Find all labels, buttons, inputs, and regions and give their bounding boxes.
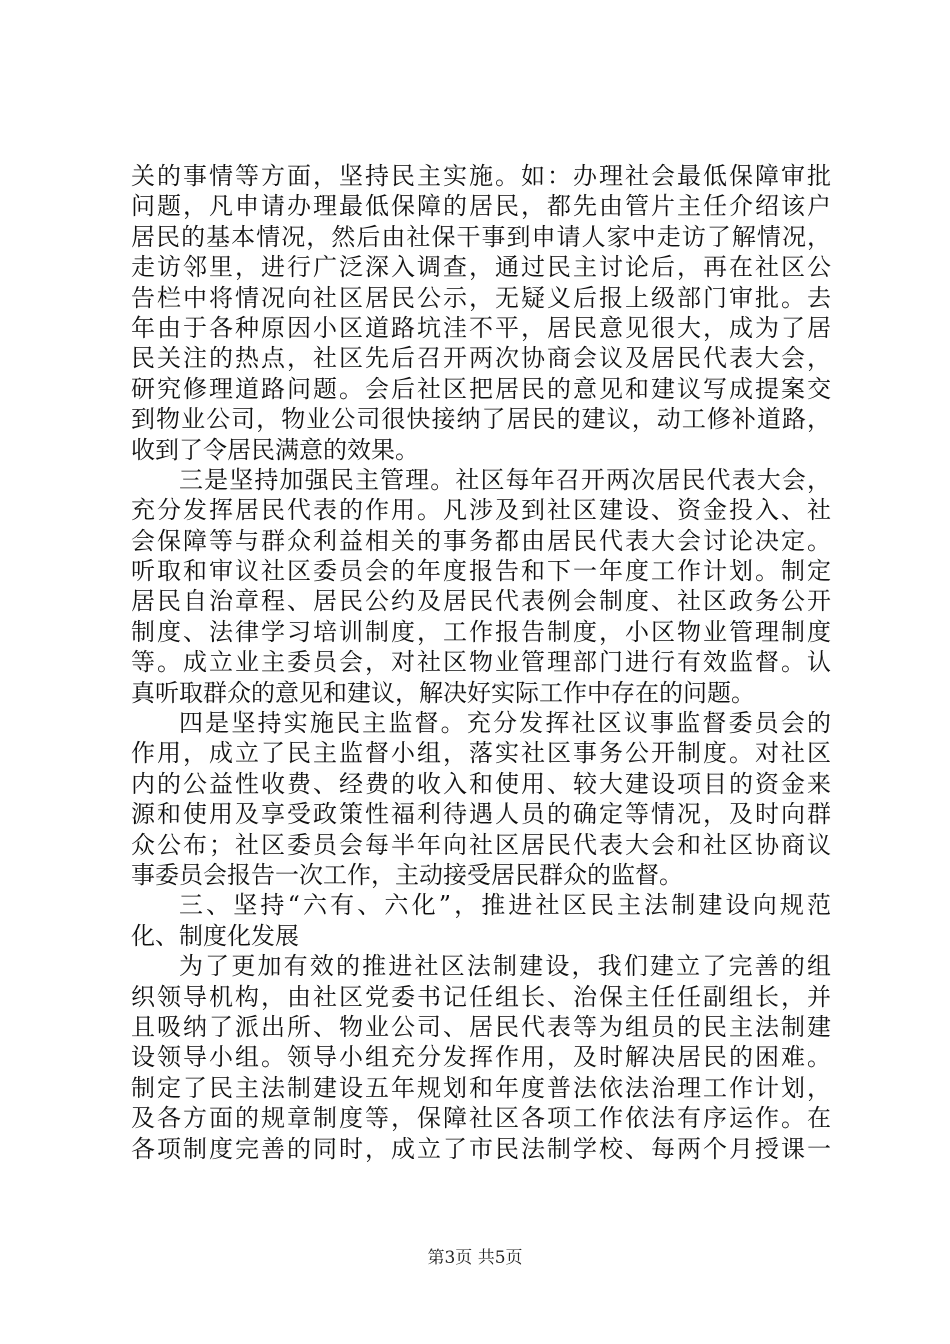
text-line: 化、制度化发展 — [131, 921, 299, 950]
text-line: 内的公益性收费、经费的收入和使用、较大建设项目的资金来 — [131, 769, 831, 798]
text-line: 真听取群众的意见和建议，解决好实际工作中存在的问题。 — [131, 678, 755, 707]
text-line: 听取和审议社区委员会的年度报告和下一年度工作计划。制定 — [131, 557, 831, 586]
text-line: 为了更加有效的推进社区法制建设，我们建立了完善的组 — [179, 952, 831, 981]
text-line: 关的事情等方面，坚持民主实施。如：办理社会最低保障审批 — [131, 162, 831, 190]
text-line: 众公布；社区委员会每半年向社区居民代表大会和社区协商议 — [131, 830, 831, 859]
text-line: 制度、法律学习培训制度，工作报告制度，小区物业管理制度 — [131, 617, 831, 646]
text-line: 走访邻里，进行广泛深入调查，通过民主讨论后，再在社区公 — [131, 253, 831, 282]
text-line: 会保障等与群众利益相关的事务都由居民代表大会讨论决定。 — [131, 526, 831, 555]
document-body — [131, 161, 831, 1164]
text-line: 作用，成立了民主监督小组，落实社区事务公开制度。对社区 — [131, 739, 831, 768]
text-line: 收到了令居民满意的效果。 — [131, 435, 419, 464]
text-line: 制定了民主法制建设五年规划和年度普法依法治理工作计划， — [131, 1073, 831, 1102]
text-line: 居民的基本情况，然后由社保干事到申请人家中走访了解情况， — [131, 222, 831, 251]
text-line: 居民自治章程、居民公约及居民代表例会制度、社区政务公开 — [131, 587, 831, 616]
text-line: 源和使用及享受政策性福利待遇人员的确定等情况，及时向群 — [131, 800, 831, 829]
text-line: 充分发挥居民代表的作用。凡涉及到社区建设、资金投入、社 — [131, 496, 831, 525]
text-line: 四是坚持实施民主监督。充分发挥社区议事监督委员会的 — [179, 709, 831, 738]
text-line: 各项制度完善的同时，成立了市民法制学校、每两个月授课一 — [131, 1134, 831, 1163]
text-line: 研究修理道路问题。会后社区把居民的意见和建议写成提案交 — [131, 374, 831, 403]
text-line: 问题，凡申请办理最低保障的居民，都先由管片主任介绍该户 — [131, 192, 831, 221]
text-line: 且吸纳了派出所、物业公司、居民代表等为组员的民主法制建 — [131, 1012, 831, 1041]
text-line: 年由于各种原因小区道路坑洼不平，居民意见很大，成为了居 — [131, 313, 831, 342]
text-line: 民关注的热点，社区先后召开两次协商会议及居民代表大会， — [131, 344, 831, 373]
text-line: 等。成立业主委员会，对社区物业管理部门进行有效监督。认 — [131, 648, 831, 677]
text-line: 到物业公司，物业公司很快接纳了居民的建议，动工修补道路， — [131, 405, 831, 434]
text-line: 三、坚持“六有、六化”，推进社区民主法制建设向规范 — [179, 891, 831, 920]
text-line: 及各方面的规章制度等，保障社区各项工作依法有序运作。在 — [131, 1104, 831, 1133]
text-line: 织领导机构，由社区党委书记任组长、治保主任任副组长，并 — [131, 982, 831, 1011]
text-line: 告栏中将情况向社区居民公示，无疑义后报上级部门审批。去 — [131, 283, 831, 312]
text-line: 设领导小组。领导小组充分发挥作用，及时解决居民的困难。 — [131, 1043, 831, 1072]
page-number-footer: 第3页 共5页 — [427, 1248, 523, 1268]
text-line: 事委员会报告一次工作，主动接受居民群众的监督。 — [131, 860, 683, 889]
text-line: 三是坚持加强民主管理。社区每年召开两次居民代表大会， — [179, 465, 831, 494]
